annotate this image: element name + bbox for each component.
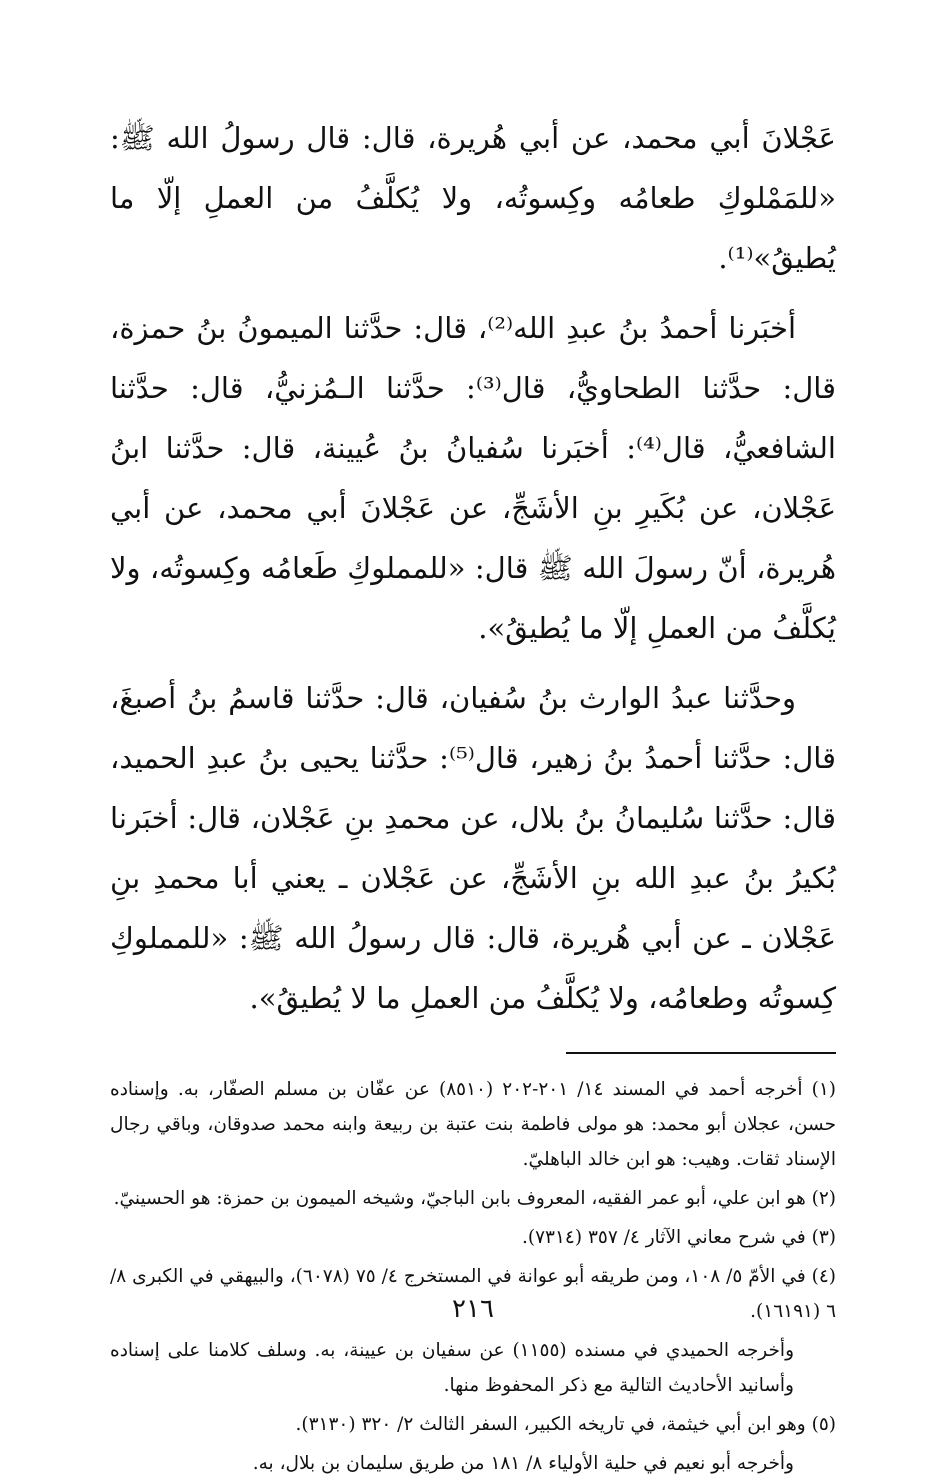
footnote-4: (٤) في الأمّ ٥/ ١٠٨، ومن طريقه أبو عوانة في المستخرج ٤/ ٧٥ (٦٠٧٨)، والبيهقي في الكبرى ٨/ ٦ (١٦١٩١). [110, 1266, 836, 1322]
footnote-1: (١) أخرجه أحمد في المسند ١٤/ ٢٠١-٢٠٢ (٨٥١٠) عن عفّان بن مسلم الصفّار، به. وإسناده حسن، عجلان أبو محمد: هو مولى فاطمة بنت عتبة بن ربيعة وابنه محمد صدوقان، وباقي رجال الإسناد ثقات. وهيب: هو ابن خالد الباهليّ. [110, 1079, 836, 1170]
footnote-4-continuation: وأخرجه الحميدي في مسنده (١١٥٥) عن سفيان بن عيينة، به. وسلف كلامنا على إسناده وأسانيد الأحاديث التالية مع ذكر المحفوظ منها. [110, 1340, 795, 1396]
main-text [110, 108, 836, 1028]
footnote-separator [566, 1052, 836, 1054]
footnote-5-continuation: وأخرجه أبو نعيم في حلية الأولياء ٨/ ١٨١ من طريق سليمان بن بلال، به. [252, 1453, 794, 1474]
body-paragraph-2: أخبَرنا أحمدُ بنُ عبدِ الله⁽²⁾، قال: حدَّثنا الميمونُ بنُ حمزة، قال: حدَّثنا الطحاويُّ، قال⁽³⁾: حدَّثنا الـمُزنيُّ، قال: حدَّثنا الشافعيُّ، قال⁽⁴⁾: أخبَرنا سُفيانُ بنُ عُيينة، قال: حدَّثنا ابنُ عَجْلان، عن بُكَيرِ بنِ الأشَجِّ، عن عَجْلانَ أبي محمد، عن أبي هُريرة، أنّ رسولَ الله ﷺ قال: «للمملوكِ طَعامُه وكِسوتُه، ولا يُكلَّفُ من العملِ إلّا ما يُطيقُ». [110, 311, 836, 645]
page-number: ٢١٦ [452, 1294, 494, 1324]
footnote-2: (٢) هو ابن علي، أبو عمر الفقيه، المعروف بابن الباجيّ، وشيخه الميمون بن حمزة: هو الحسينيّ. [113, 1188, 836, 1209]
footnote-5: (٥) وهو ابن أبي خيثمة، في تاريخه الكبير، السفر الثالث ٢/ ٣٢٠ (٣١٣٠). [295, 1414, 836, 1435]
body-paragraph-1: عَجْلانَ أبي محمد، عن أبي هُريرة، قال: قال رسولُ الله ﷺ: «للمَمْلوكِ طعامُه وكِسوتُه، ولا يُكلَّفُ من العملِ إلّا ما يُطيقُ»⁽¹⁾. [110, 121, 836, 275]
footnote-3: (٣) في شرح معاني الآثار ٤/ ٣٥٧ (٧٣١٤). [522, 1227, 836, 1248]
footnotes [110, 1072, 836, 1481]
body-paragraph-3: وحدَّثنا عبدُ الوارث بنُ سُفيان، قال: حدَّثنا قاسمُ بنُ أصبغَ، قال: حدَّثنا أحمدُ بنُ زهير، قال⁽⁵⁾: حدَّثنا يحيى بنُ عبدِ الحميد، قال: حدَّثنا سُليمانُ بنُ بلال، عن محمدِ بنِ عَجْلان، قال: أخبَرنا بُكيرُ بنُ عبدِ الله بنِ الأشَجِّ، عن عَجْلان ـ يعني أبا محمدِ بنِ عَجْلان ـ عن أبي هُريرة، قال: قال رسولُ الله ﷺ: «للمملوكِ كِسوتُه وطعامُه، ولا يُكلَّفُ من العملِ ما لا يُطيقُ». [110, 681, 837, 1015]
